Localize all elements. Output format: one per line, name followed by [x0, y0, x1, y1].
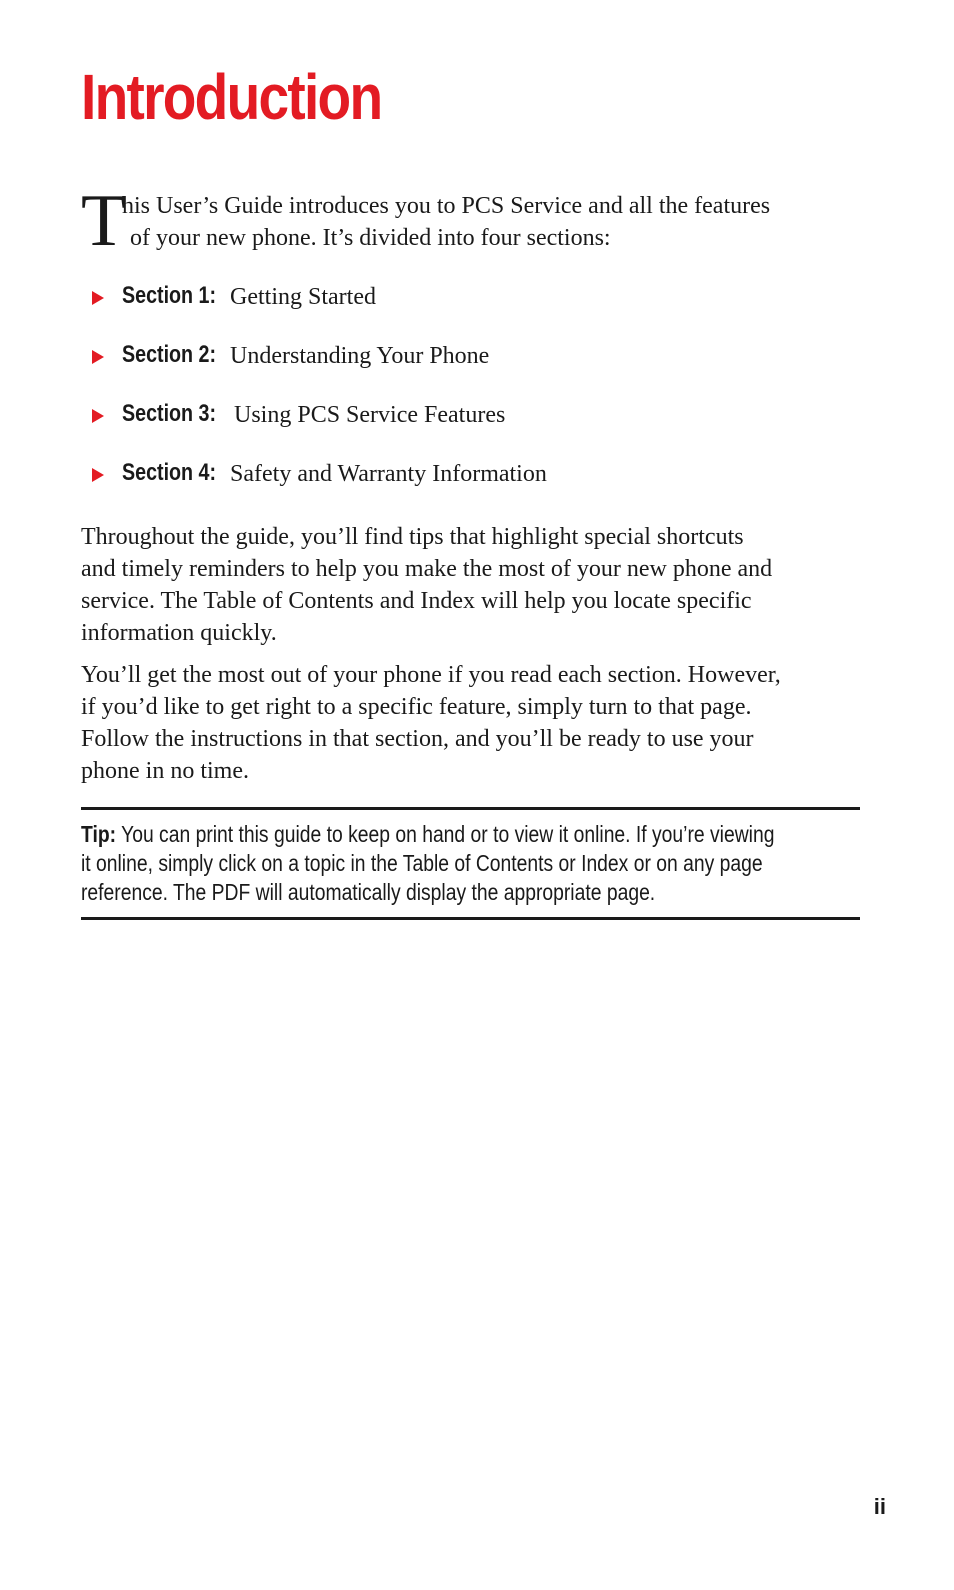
section-label: Section 2:	[122, 341, 217, 368]
page-title: Introduction	[81, 61, 382, 133]
bullet-arrow-icon	[92, 291, 104, 305]
tip-line-1: You can print this guide to keep on hand or to view it online. If you’re viewing	[121, 821, 775, 847]
intro-line-1: his User’s Guide introduces you to PCS Service and all the features	[122, 193, 771, 219]
section-label: Section 3:	[122, 400, 217, 427]
paragraph-line: and timely reminders to help you make the most of your new phone and	[81, 556, 773, 582]
paragraph-line: information quickly.	[81, 620, 277, 646]
tip-line-3: reference. The PDF will automatically display the appropriate page.	[81, 879, 656, 905]
paragraph-line: service. The Table of Contents and Index will help you locate specific	[81, 588, 752, 614]
intro-line-2: of your new phone. It’s divided into four sections:	[130, 225, 611, 251]
bullet-arrow-icon	[92, 409, 104, 423]
tip-label: Tip:	[81, 821, 117, 847]
paragraph-line: phone in no time.	[81, 758, 249, 784]
bullet-arrow-icon	[92, 350, 104, 364]
tip-line-2: it online, simply click on a topic in the Table of Contents or Index or on any page	[81, 850, 763, 876]
section-text: Getting Started	[230, 284, 376, 310]
section-label: Section 4:	[122, 459, 217, 486]
paragraph-line: Throughout the guide, you’ll find tips that highlight special shortcuts	[81, 524, 744, 550]
tip-text	[81, 820, 774, 907]
paragraph-line: You’ll get the most out of your phone if you read each section. However,	[81, 662, 781, 688]
page-number: ii	[873, 1494, 886, 1519]
drop-cap: T	[81, 180, 127, 262]
section-text: Understanding Your Phone	[230, 343, 490, 369]
section-text: Safety and Warranty Information	[230, 461, 547, 487]
paragraph-line: Follow the instructions in that section, and you’ll be ready to use your	[81, 726, 754, 752]
paragraph-line: if you’d like to get right to a specific feature, simply turn to that page.	[81, 694, 752, 720]
body-paragraph-tips	[81, 521, 881, 649]
body-paragraph-usage	[81, 659, 881, 787]
section-text: Using PCS Service Features	[234, 402, 506, 428]
section-label: Section 1:	[122, 282, 217, 309]
tip-box	[81, 807, 860, 920]
bullet-arrow-icon	[92, 468, 104, 482]
intro-paragraph	[81, 180, 861, 268]
